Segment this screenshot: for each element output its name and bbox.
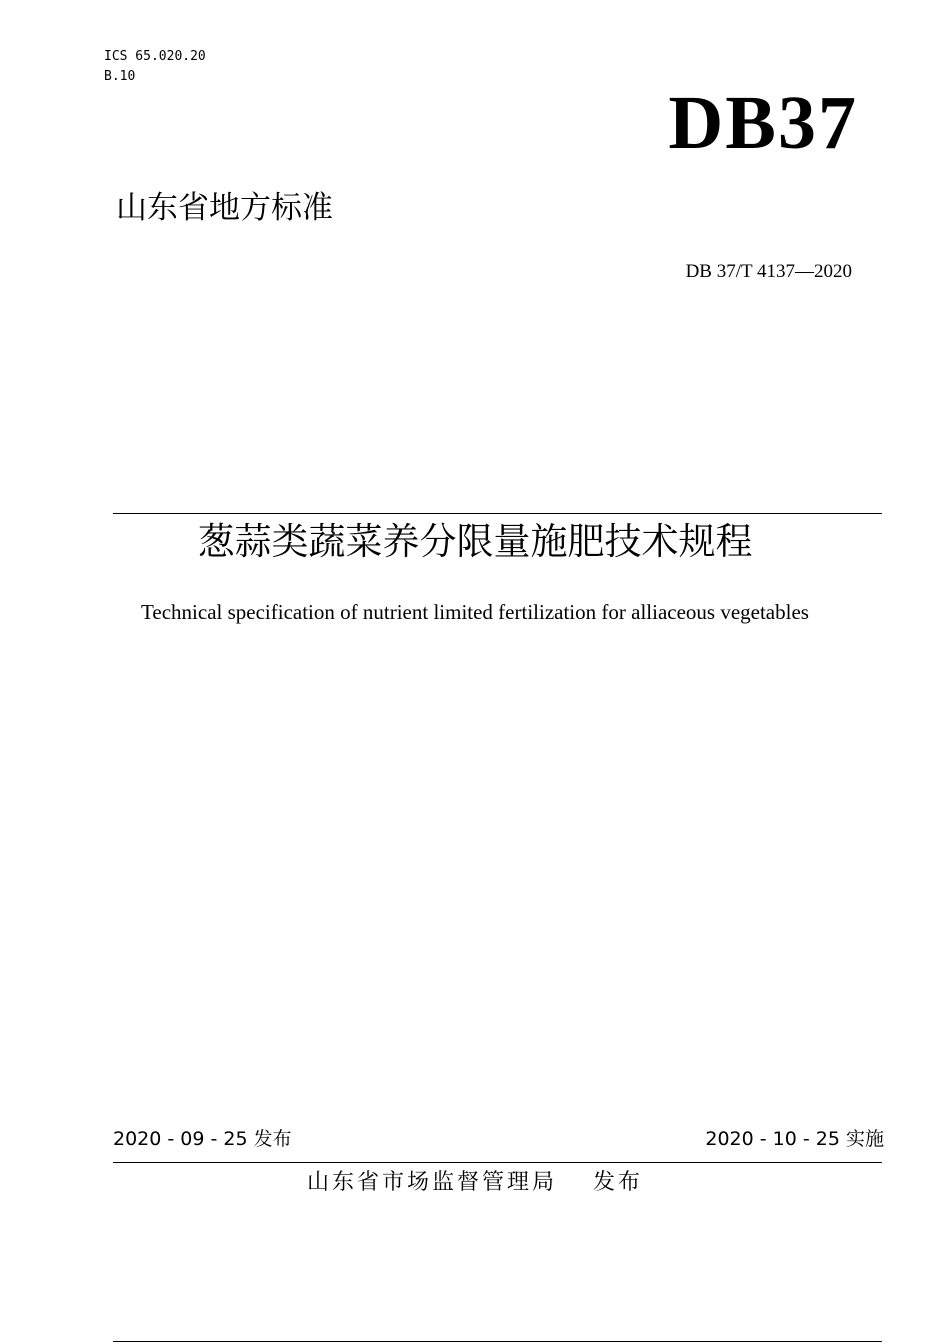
issuer-name: 山东省市场监督管理局 bbox=[306, 1170, 557, 1195]
implementation-date: 2020 - 10 - 25 实施 bbox=[705, 1128, 884, 1150]
classification-codes bbox=[104, 47, 206, 87]
title-chinese: 葱蒜类蔬菜养分限量施肥技术规程 bbox=[197, 520, 753, 563]
issuer-action: 发布 bbox=[593, 1170, 644, 1195]
standard-number: DB 37/T 4137—2020 bbox=[685, 261, 852, 282]
bottom-divider bbox=[113, 1341, 882, 1342]
title-divider bbox=[113, 513, 882, 514]
issuer-line bbox=[0, 1168, 950, 1198]
db-logo: DB37 bbox=[668, 81, 858, 165]
ccs-code: B.10 bbox=[104, 69, 136, 84]
title-english: Technical specification of nutrient limited fertilization for alliaceous vegetables bbox=[141, 600, 809, 624]
issue-date: 2020 - 09 - 25 发布 bbox=[113, 1128, 292, 1150]
ics-code: ICS 65.020.20 bbox=[104, 49, 206, 64]
standard-type-label: 山东省地方标准 bbox=[116, 190, 333, 226]
date-divider bbox=[113, 1162, 882, 1163]
